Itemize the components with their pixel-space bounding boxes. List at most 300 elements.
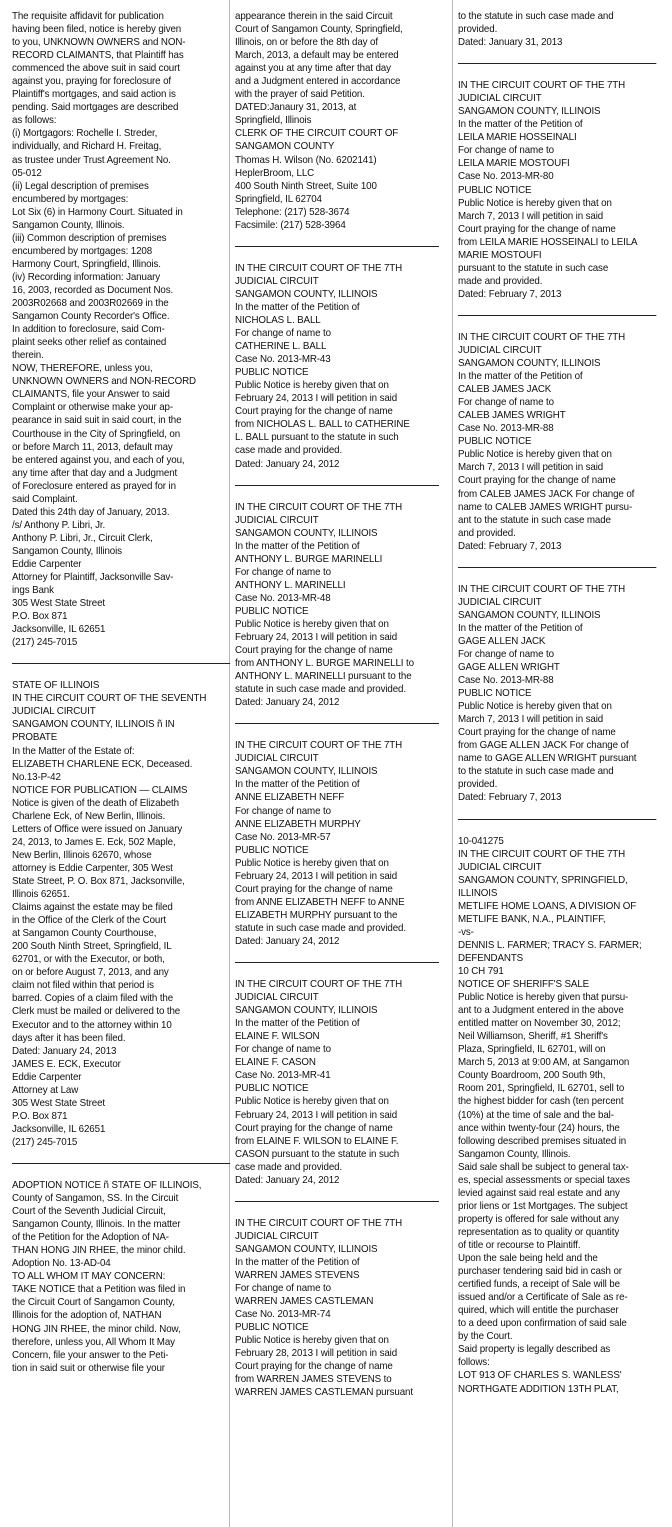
notice-line: WARREN JAMES CASTLEMAN pursuant (235, 1387, 413, 1399)
notice-line: ANTHONY L. BURGE MARINELLI (235, 553, 383, 565)
notice-line: ANTHONY L. MARINELLI (235, 579, 346, 591)
notice-line: IN THE CIRCUIT COURT OF THE 7TH (458, 583, 626, 595)
notice-line: SANGAMON COUNTY, ILLINOIS (235, 288, 378, 300)
notice-line: In the matter of the Petition of (458, 622, 583, 634)
notice-line: IN THE CIRCUIT COURT OF THE 7TH (235, 979, 403, 991)
notice-line: Dated: January 24, 2013 (12, 1045, 117, 1057)
notice-line: Public Notice is hereby given that on (235, 857, 389, 869)
notice-line: from CALEB JAMES JACK For change of (458, 488, 635, 500)
notice-line: SANGAMON COUNTY, ILLINOIS (235, 1243, 378, 1255)
notice-line: Complaint or otherwise make your ap- (12, 402, 173, 414)
legal-notice (458, 79, 656, 301)
notice-line: February 28, 2013 I will petition in said (235, 1348, 398, 1360)
legal-notice (235, 1217, 439, 1400)
notice-line: Court praying for the change of name (235, 1361, 393, 1373)
notice-line: name to GAGE ALLEN WRIGHT pursuant (458, 753, 637, 765)
notice-line: Jacksonville, IL 62651 (12, 1123, 106, 1135)
notice-line: For change of name to (235, 1044, 331, 1056)
notice-line: ant to a Judgment entered in the above (458, 1005, 624, 1017)
notice-line: prior liens or 1st Mortgages. The subject (458, 1200, 628, 1212)
notice-line: from ANTHONY L. BURGE MARINELLI to (235, 658, 414, 670)
notice-line: on or before August 7, 2013, and any (12, 967, 169, 979)
notice-line: Dated: January 31, 2013 (458, 37, 563, 49)
notice-line: individually, and Richard H. Freitag, (12, 141, 162, 153)
notice-line: to the statute in such case made and (458, 11, 614, 22)
notice-line: SANGAMON COUNTY, ILLINOIS (458, 106, 601, 118)
notice-divider (235, 723, 439, 724)
notice-line: Upon the sale being held and the (458, 1253, 598, 1265)
notice-line: Court praying for the change of name (458, 727, 616, 739)
column-3 (458, 10, 656, 1396)
notice-line: from ELAINE F. WILSON to ELAINE F. (235, 1135, 399, 1147)
notice-divider (12, 663, 230, 664)
notice-line: In the matter of the Petition of (235, 1018, 360, 1030)
notice-line: case made and provided. (235, 445, 343, 457)
notice-line: PUBLIC NOTICE (235, 605, 309, 617)
notice-line: Clerk must be mailed or delivered to the (12, 1006, 181, 1018)
notice-line: P.O. Box 871 (12, 1110, 68, 1122)
notice-line: provided. (458, 779, 498, 791)
notice-line: County of Sangamon, SS. In the Circuit (12, 1193, 179, 1205)
notice-line: New Berlin, Illinois 62670, whose (12, 849, 152, 861)
notice-line: and provided. (458, 527, 516, 539)
notice-line: GAGE ALLEN WRIGHT (458, 662, 560, 674)
notice-line: Thomas H. Wilson (No. 6202141) (235, 154, 377, 166)
notice-line: DENNIS L. FARMER; TRACY S. FARMER; (458, 939, 642, 951)
notice-line: JUDICIAL CIRCUIT (458, 344, 542, 356)
notice-line: ILLINOIS (458, 887, 498, 899)
notice-line: March 7, 2013 I will petition in said (458, 714, 604, 726)
notice-line: or before March 11, 2013, default may (12, 441, 173, 453)
notice-line: ant to the statute in such case made (458, 514, 611, 526)
notice-line: from NICHOLAS L. BALL to CATHERINE (235, 419, 410, 431)
notice-line: February 24, 2013 I will petition in said (235, 1109, 398, 1121)
notice-line: Sangamon County, Illinois. (458, 1148, 571, 1160)
notice-line: Eddie Carpenter (12, 558, 82, 570)
notice-line: from ANNE ELIZABETH NEFF to ANNE (235, 896, 405, 908)
notice-line: days after it has been filed. (12, 1032, 126, 1044)
notice-line: JUDICIAL CIRCUIT (12, 706, 96, 718)
notice-line: Notice is given of the death of Elizabeth (12, 797, 179, 809)
notice-line: (iii) Common description of premises (12, 232, 167, 244)
notice-line: L. BALL pursuant to the statute in such (235, 432, 399, 444)
notice-line: Public Notice is hereby given that on (235, 380, 389, 392)
notice-line: March, 2013, a default may be entered (235, 50, 399, 62)
notice-line: 05-012 (12, 167, 42, 179)
notice-line: Court praying for the change of name (235, 883, 393, 895)
notice-line: follows: (458, 1357, 490, 1369)
notice-line: Case No. 2013-MR-80 (458, 171, 554, 183)
notice-line: from LEILA MARIE HOSSEINALI to LEILA (458, 236, 638, 248)
notice-line: JUDICIAL CIRCUIT (235, 514, 319, 526)
legal-notice (458, 835, 656, 1396)
notice-line: Case No. 2013-MR-41 (235, 1070, 331, 1082)
notice-divider (458, 315, 656, 316)
notice-line: 10-041275 (458, 835, 504, 847)
notice-line: UNKNOWN OWNERS and NON-RECORD (12, 376, 196, 388)
notice-line: SANGAMON COUNTY, ILLINOIS (235, 1005, 378, 1017)
notice-line: Public Notice is hereby given that on (235, 1096, 389, 1108)
notice-line: Neil Williamson, Sheriff, #1 Sheriff's (458, 1031, 608, 1043)
notice-line: Court praying for the change of name (458, 223, 616, 235)
notice-line: CLERK OF THE CIRCUIT COURT OF (235, 128, 399, 140)
notice-line: Jacksonville, IL 62651 (12, 624, 106, 636)
notice-line: any time after that day and a Judgment (12, 467, 178, 479)
notice-line: Executor and to the attorney within 10 (12, 1019, 172, 1031)
notice-line: Dated: February 7, 2013 (458, 288, 562, 300)
notice-line: Illinois for the adoption of, NATHAN (12, 1310, 162, 1322)
notice-line: Court praying for the change of name (235, 406, 393, 418)
notice-line: PUBLIC NOTICE (235, 367, 309, 379)
notice-line: For change of name to (458, 145, 554, 157)
notice-line: (217) 245-7015 (12, 1136, 78, 1148)
notice-line: CASON pursuant to the statute in such (235, 1148, 400, 1160)
notice-line: Sangamon County, Illinois (12, 545, 122, 557)
notice-line: State Street, P. O. Box 871, Jacksonville, (12, 876, 185, 887)
notice-line: ELIZABETH MURPHY pursuant to the (235, 909, 398, 921)
notice-line: Public Notice is hereby given that on (458, 449, 612, 461)
notice-line: to a deed upon confirmation of said sale (458, 1318, 627, 1330)
notice-line: Public Notice is hereby given that on (235, 618, 389, 630)
notice-line: Sangamon County, Illinois. (12, 219, 125, 231)
notice-line: Telephone: (217) 528-3674 (235, 206, 350, 218)
notice-line: NORTHGATE ADDITION 13TH PLAT, (458, 1383, 619, 1395)
notice-line: LOT 913 OF CHARLES S. WANLESS' (458, 1370, 622, 1382)
notice-line: HONG JIN RHEE, the minor child. Now, (12, 1323, 181, 1335)
notice-line: (i) Mortgagors: Rochelle I. Streder, (12, 128, 158, 140)
notice-line: Case No. 2013-MR-88 (458, 675, 554, 687)
notice-divider (458, 819, 656, 820)
notice-line: SANGAMON COUNTY, ILLINOIS ñ IN (12, 719, 175, 731)
notice-line: Dated: February 7, 2013 (458, 792, 562, 804)
notice-line: appearance therein in the said Circuit (235, 11, 393, 22)
notice-line: SANGAMON COUNTY, ILLINOIS (235, 527, 378, 539)
legal-notice (12, 679, 230, 1149)
notice-line: PROBATE (12, 732, 58, 744)
notice-line: (ii) Legal description of premises (12, 180, 149, 192)
notice-line: February 24, 2013 I will petition in said (235, 870, 398, 882)
notice-line: the highest bidder for cash (ten percent (458, 1096, 624, 1108)
notice-line: Public Notice is hereby given that on (235, 1335, 389, 1347)
notice-line: Public Notice is hereby given that pursu- (458, 992, 629, 1004)
notice-line: IN THE CIRCUIT COURT OF THE 7TH (458, 80, 626, 92)
notice-line: PUBLIC NOTICE (458, 688, 532, 700)
notice-line: with the prayer of said Petition. (235, 89, 365, 101)
notice-divider (235, 485, 439, 486)
notice-line: WARREN JAMES STEVENS (235, 1269, 360, 1281)
notice-line: of title or recourse to Plaintiff. (458, 1239, 581, 1251)
notice-line: JUDICIAL CIRCUIT (235, 992, 319, 1004)
notice-line: ANTHONY L. MARINELLI pursuant to the (235, 671, 412, 683)
notice-line: In the matter of the Petition of (235, 779, 360, 791)
notice-line: PUBLIC NOTICE (458, 184, 532, 196)
column-2 (235, 10, 439, 1399)
notice-line: Lot Six (6) in Harmony Court. Situated in (12, 206, 183, 218)
notice-line: 24, 2013, to James E. Eck, 502 Maple, (12, 836, 176, 848)
notice-line: of the Petition for the Adoption of NA- (12, 1232, 169, 1244)
notice-line: -vs- (458, 926, 474, 938)
notice-line: claim not filed within that period is (12, 980, 154, 992)
notice-line: No.13-P-42 (12, 771, 61, 783)
notice-line: Letters of Office were issued on January (12, 823, 183, 835)
notice-line: In the matter of the Petition of (235, 1256, 360, 1268)
notice-line: 305 West State Street (12, 1097, 106, 1109)
notice-line: Illinois, on or before the 8th day of (235, 37, 378, 49)
notice-line: pursuant to the statute in such case (458, 262, 609, 274)
notice-line: provided. (458, 24, 498, 36)
notice-line: County Boardroom, 200 South 9th, (458, 1070, 606, 1082)
notice-line: 400 South Ninth Street, Suite 100 (235, 180, 377, 192)
notice-line: March 5, 2013 at 9:00 AM, at Sangamon (458, 1057, 630, 1069)
notice-line: CALEB JAMES JACK (458, 384, 552, 396)
notice-line: GAGE ALLEN JACK (458, 635, 546, 647)
notice-line: Case No. 2013-MR-88 (458, 423, 554, 435)
notice-line: For change of name to (458, 648, 554, 660)
notice-line: Court of the Seventh Judicial Circuit, (12, 1206, 166, 1218)
notice-line: Dated: February 7, 2013 (458, 540, 562, 552)
notice-line: as trustee under Trust Agreement No. (12, 154, 171, 166)
notice-line: in the Office of the Clerk of the Court (12, 915, 166, 927)
notice-line: In the matter of the Petition of (235, 301, 360, 313)
notice-line: IN THE CIRCUIT COURT OF THE SEVENTH (12, 693, 207, 705)
notice-line: entitled matter on November 30, 2012; (458, 1018, 621, 1030)
notice-line: Sangamon County Recorder's Office. (12, 311, 170, 323)
notice-line: as follows: (12, 115, 57, 127)
notice-line: plaint seeks other relief as contained (12, 337, 167, 349)
notice-divider (458, 63, 656, 64)
notice-line: Anthony P. Libri, Jr., Circuit Clerk, (12, 532, 153, 544)
notice-line: WARREN JAMES CASTLEMAN (235, 1296, 374, 1308)
notice-line: March 7, 2013 I will petition in said (458, 210, 604, 222)
column-1 (12, 10, 230, 1375)
notice-line: statute in such case made and provided. (235, 922, 406, 934)
notice-line: IN THE CIRCUIT COURT OF THE 7TH (235, 740, 403, 752)
notice-line: ings Bank (12, 585, 54, 597)
notice-line: Said sale shall be subject to general tax- (458, 1161, 629, 1173)
notice-line: to the statute in such case made and (458, 766, 614, 778)
notice-line: having been filed, notice is hereby given (12, 24, 182, 36)
legal-notice (235, 739, 439, 948)
notice-line: PUBLIC NOTICE (235, 1322, 309, 1334)
notice-line: quired, which will entitle the purchaser (458, 1305, 619, 1317)
notice-line: JUDICIAL CIRCUIT (235, 753, 319, 765)
notice-line: JUDICIAL CIRCUIT (235, 1230, 319, 1242)
notice-line: ELAINE F. CASON (235, 1057, 316, 1069)
notice-line: LEILA MARIE MOSTOUFI (458, 158, 570, 170)
notice-line: P.O. Box 871 (12, 611, 68, 623)
notice-line: Court of Sangamon County, Springfield, (235, 24, 403, 36)
notice-line: SANGAMON COUNTY, SPRINGFIELD, (458, 874, 628, 886)
notice-line: For change of name to (235, 805, 331, 817)
notice-line: barred. Copies of a claim filed with the (12, 993, 174, 1005)
notice-line: Eddie Carpenter (12, 1071, 82, 1083)
legal-notice (12, 10, 230, 649)
notice-line: of Foreclosure entered as prayed for in (12, 480, 176, 492)
notice-line: Attorney for Plaintiff, Jacksonville Sav- (12, 572, 174, 584)
notice-line: Facsimile: (217) 528-3964 (235, 219, 346, 231)
notice-line: NOW, THEREFORE, unless you, (12, 363, 153, 375)
notice-line: IN THE CIRCUIT COURT OF THE 7TH (458, 848, 626, 860)
notice-line: SANGAMON COUNTY, ILLINOIS (458, 358, 601, 370)
notice-line: encumbered by mortgages: (12, 193, 129, 205)
notice-line: Courthouse in the City of Springfield, on (12, 428, 181, 440)
notice-line: February 24, 2013 I will petition in said (235, 393, 398, 405)
notice-line: METLIFE HOME LOANS, A DIVISION OF (458, 900, 637, 912)
legal-notice (235, 262, 439, 471)
notice-line: 62701, or with the Executor, or both, (12, 954, 165, 966)
notice-line: Springfield, IL 62704 (235, 193, 322, 205)
notice-line: Public Notice is hereby given that on (458, 701, 612, 713)
notice-line: 200 South Ninth Street, Springfield, IL (12, 941, 172, 953)
legal-notice (458, 10, 656, 49)
notice-line: be entered against you, and each of you, (12, 454, 185, 466)
notice-line: pending. Said mortgages are described (12, 102, 179, 114)
notice-line: For change of name to (235, 328, 331, 340)
legal-notice (12, 1179, 230, 1375)
notice-line: NOTICE FOR PUBLICATION — CLAIMS (12, 784, 188, 796)
notice-line: ELIZABETH CHARLENE ECK, Deceased. (12, 758, 193, 770)
notice-line: LEILA MARIE HOSSEINALI (458, 132, 577, 144)
notice-line: SANGAMON COUNTY, ILLINOIS (458, 609, 601, 621)
notice-line: IN THE CIRCUIT COURT OF THE 7TH (235, 501, 403, 513)
notice-line: the Circuit Court of Sangamon County, (12, 1297, 175, 1309)
notice-line: In the matter of the Petition of (458, 371, 583, 383)
notice-line: ELAINE F. WILSON (235, 1031, 320, 1043)
notice-line: Room 201, Springfield, IL 62701, sell to (458, 1083, 625, 1095)
notice-line: TO ALL WHOM IT MAY CONCERN: (12, 1271, 166, 1283)
notice-line: statute in such case made and provided. (235, 684, 406, 696)
notice-line: IN THE CIRCUIT COURT OF THE 7TH (458, 331, 626, 343)
notice-line: JUDICIAL CIRCUIT (235, 275, 319, 287)
notice-line: CALEB JAMES WRIGHT (458, 410, 566, 422)
notice-line: March 7, 2013 I will petition in said (458, 462, 604, 474)
notice-line: CATHERINE L. BALL (235, 341, 327, 353)
notice-line: Dated: January 24, 2012 (235, 458, 340, 470)
notice-line: MARIE MOSTOUFI (458, 249, 542, 261)
notice-line: SANGAMON COUNTY, ILLINOIS (235, 766, 378, 778)
notice-line: 10 CH 791 (458, 966, 504, 977)
notice-line: Case No. 2013-MR-57 (235, 831, 331, 843)
legal-notice (235, 978, 439, 1187)
notice-line: February 24, 2013 I will petition in said (235, 632, 398, 644)
notice-line: IN THE CIRCUIT COURT OF THE 7TH (235, 262, 403, 274)
notice-line: Illinois 62651. (12, 889, 71, 901)
legal-notice (235, 10, 439, 232)
notice-line: PUBLIC NOTICE (235, 844, 309, 856)
notice-line: pearance in said suit in said court, in the (12, 415, 182, 427)
notice-line: For change of name to (458, 397, 554, 409)
notice-line: from WARREN JAMES STEVENS to (235, 1374, 392, 1386)
notice-line: The requisite affidavit for publication (12, 11, 164, 22)
notice-line: Plaza, Springfield, IL 62701, will on (458, 1044, 606, 1056)
notice-line: Court praying for the change of name (235, 1122, 393, 1134)
notice-line: Adoption No. 13-AD-04 (12, 1258, 111, 1270)
notice-line: representation as to quality or quantity (458, 1226, 620, 1238)
notice-line: NICHOLAS L. BALL (235, 314, 321, 326)
notice-line: commenced the above suit in said court (12, 63, 180, 75)
notice-divider (458, 567, 656, 568)
notice-line: and a Judgment entered in accordance (235, 76, 401, 88)
notice-line: CLAIMANTS, file your Answer to said (12, 389, 170, 401)
notice-line: JUDICIAL CIRCUIT (458, 861, 542, 873)
notice-line: HeplerBroom, LLC (235, 167, 315, 179)
notice-line: RECORD CLAIMANTS, that Plaintiff has (12, 50, 184, 62)
notice-line: In the matter of the Petition of (235, 540, 360, 552)
notice-line: Claims against the estate may be filed (12, 902, 173, 914)
notice-line: /s/ Anthony P. Libri, Jr. (12, 519, 106, 531)
notice-line: SANGAMON COUNTY (235, 141, 335, 153)
notice-line: Dated this 24th day of January, 2013. (12, 506, 170, 518)
notice-line: therefore, unless you, All Whom It May (12, 1336, 175, 1348)
notice-line: Case No. 2013-MR-74 (235, 1309, 331, 1321)
notice-divider (235, 962, 439, 963)
notice-line: (10%) at the time of sale and the bal- (458, 1109, 614, 1121)
notice-line: 16, 2003, recorded as Document Nos. (12, 284, 174, 296)
notice-line: JUDICIAL CIRCUIT (458, 93, 542, 105)
notice-line: by the Court. (458, 1331, 513, 1343)
notice-line: name to CALEB JAMES WRIGHT pursu- (458, 501, 633, 513)
notice-line: Dated: January 24, 2012 (235, 1174, 340, 1186)
notice-line: For change of name to (235, 566, 331, 578)
notice-line: from GAGE ALLEN JACK For change of (458, 740, 629, 752)
notice-line: Plaintiff's mortgages, and said action is (12, 89, 176, 101)
notice-line: JUDICIAL CIRCUIT (458, 596, 542, 608)
notice-line: said Complaint. (12, 493, 78, 505)
notice-line: certified funds, a receipt of Sale will be (458, 1279, 620, 1291)
notice-line: DEFENDANTS (458, 952, 524, 964)
notice-line: PUBLIC NOTICE (235, 1083, 309, 1095)
notice-line: PUBLIC NOTICE (458, 436, 532, 448)
column-rule (452, 0, 453, 1527)
notice-line: Charlene Eck, of New Berlin, Illinois. (12, 810, 166, 822)
notice-line: Court praying for the change of name (458, 475, 616, 487)
notice-line: ANNE ELIZABETH NEFF (235, 792, 345, 804)
notice-divider (235, 246, 439, 247)
notice-line: JAMES E. ECK, Executor (12, 1058, 121, 1070)
notice-line: THAN HONG JIN RHEE, the minor child. (12, 1245, 186, 1257)
notice-line: case made and provided. (235, 1161, 343, 1173)
notice-line: Dated: January 24, 2012 (235, 697, 340, 709)
notice-line: For change of name to (235, 1283, 331, 1295)
notice-line: made and provided. (458, 275, 543, 287)
notice-line: property is offered for sale without any (458, 1213, 619, 1225)
notice-line: Court praying for the change of name (235, 645, 393, 657)
notice-line: TAKE NOTICE that a Petition was filed in (12, 1284, 186, 1296)
notice-line: Public Notice is hereby given that on (458, 197, 612, 209)
notice-line: levied against said real estate and any (458, 1187, 620, 1199)
notice-line: Case No. 2013-MR-43 (235, 354, 331, 366)
legal-notice (235, 501, 439, 710)
legal-notice (458, 331, 656, 553)
notice-line: In the matter of the Petition of (458, 119, 583, 131)
notice-line: DATED:Janaury 31, 2013, at (235, 102, 357, 114)
notice-line: against you, praying for foreclosure of (12, 76, 172, 88)
notice-line: ANNE ELIZABETH MURPHY (235, 818, 361, 830)
notice-line: 305 West State Street (12, 598, 106, 610)
notice-line: Attorney at Law (12, 1084, 79, 1096)
notice-line: Dated: January 24, 2012 (235, 936, 340, 947)
notice-line: METLIFE BANK, N.A., PLAINTIFF, (458, 913, 606, 925)
notice-line: Case No. 2013-MR-48 (235, 592, 331, 604)
notice-line: Sangamon County, Illinois. In the matter (12, 1219, 181, 1231)
notice-line: purchaser tendering said bid in cash or (458, 1266, 622, 1278)
notice-line: encumbered by mortgages: 1208 (12, 245, 153, 257)
notice-line: (iv) Recording information: January (12, 271, 161, 283)
notice-line: against you at any time after that day (235, 63, 391, 75)
notice-line: IN THE CIRCUIT COURT OF THE 7TH (235, 1217, 403, 1229)
notice-line: NOTICE OF SHERIFF'S SALE (458, 979, 590, 991)
notice-line: Harmony Court, Springfield, Illinois. (12, 258, 161, 270)
